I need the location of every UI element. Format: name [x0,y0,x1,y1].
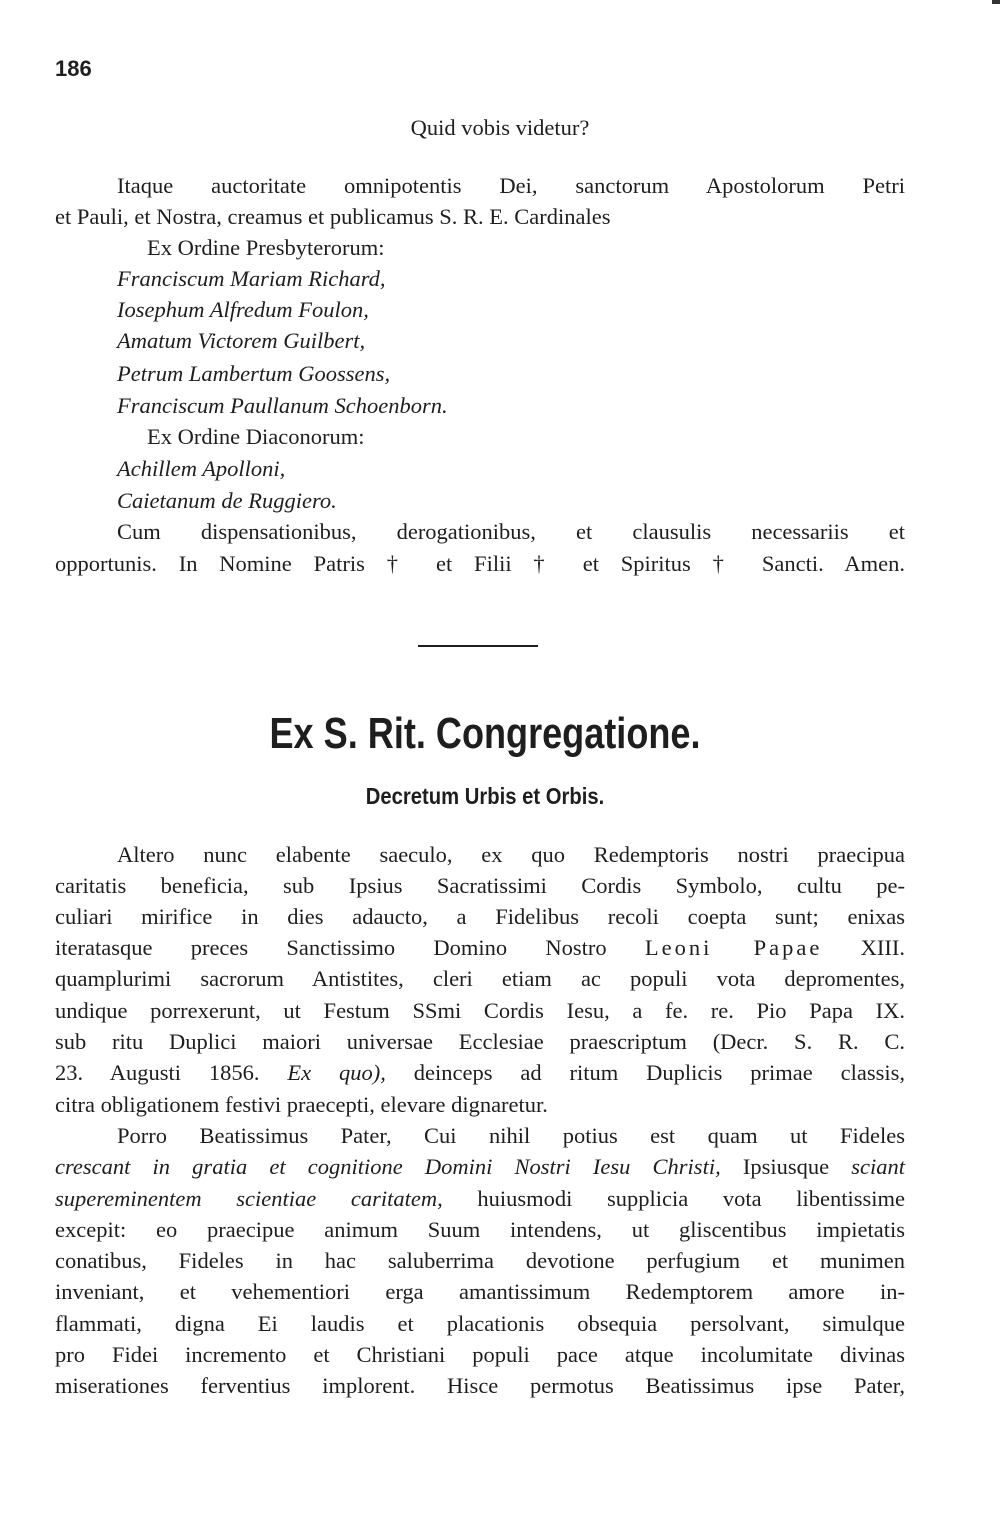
text-line: inveniant, et vehementiori erga amantissimum Redemptorem amore in- [55,1279,905,1304]
section-subheading: Decretum Urbis et Orbis. [365,783,605,809]
citation: Ex quo), [287,1060,386,1085]
text-line: Porro Beatissimus Pater, Cui nihil potius est quam ut Fideles [117,1123,905,1148]
question-line: Quid vobis videtur? [410,115,590,140]
text-line: caritatis beneficia, sub Ipsius Sacratissimi Cordis Symbolo, cultu pe- [55,873,905,898]
text-line: miserationes ferventius implorent. Hisce permotus Beatissimus ipse Pater, [55,1373,905,1398]
text-line: quamplurimi sacrorum Antistites, cleri etiam ac populi vota depromentes, [55,966,905,991]
text-run: 23. Augusti 1856. [55,1060,288,1085]
text-line: et Pauli, et Nostra, creamus et publicamus S. R. E. Cardinales [55,204,611,229]
text-line [55,1057,905,1088]
text-run: XIII. [822,935,905,960]
text-run: huiusmodi supplicia vota libentissime [442,1186,905,1211]
text-line: conatibus, Fideles in hac saluberrima devotione perfugium et munimen [55,1248,905,1273]
text-line [55,1151,905,1182]
text-line: citra obligationem festivi praecepti, elevare dignaretur. [55,1092,548,1117]
text-line: pro Fidei incremento et Christiani populi pace atque incolumitate divinas [55,1342,905,1367]
scan-edge-mark [992,0,1000,4]
page-number: 186 [55,56,92,81]
cardinal-name: Amatum Victorem Guilbert, [117,328,366,353]
text-line: Altero nunc elabente saeculo, ex quo Redemptoris nostri praecipua [117,842,905,867]
cardinal-name: Franciscum Paullanum Schoenborn. [117,393,448,418]
text-line: culiari mirifice in dies adaucto, a Fidelibus recoli coepta sunt; enixas [55,904,905,929]
cardinal-name: Iosephum Alfredum Foulon, [117,297,369,322]
cardinal-name: Achillem Apolloni, [117,456,286,481]
text-line: flammati, digna Ei laudis et placationis obsequia persolvant, simulque [55,1311,905,1336]
text-line [55,1183,905,1214]
text-line: sub ritu Duplici maiori universae Ecclesiae praescriptum (Decr. S. R. C. [55,1029,905,1054]
order-heading: Ex Ordine Diaconorum: [147,424,365,449]
text-line: Cum dispensationibus, derogationibus, et clausulis necessariis et [117,519,905,544]
text-line: undique porrexerunt, ut Festum SSmi Cordis Iesu, a fe. re. Pio Papa IX. [55,998,905,1023]
cardinal-name: Franciscum Mariam Richard, [117,266,386,291]
section-heading: Ex S. Rit. Congregatione. [269,709,701,758]
text-line: excepit: eo praecipue animum Suum intendens, ut gliscentibus impietatis [55,1217,905,1242]
pope-name: Leoni Papae [644,935,823,960]
order-heading: Ex Ordine Presbyterorum: [147,235,385,260]
text-line [55,932,905,963]
text-line: Itaque auctoritate omnipotentis Dei, sanctorum Apostolorum Petri [117,173,905,198]
text-line: opportunis. In Nomine Patris † et Filii † et Spiritus † Sancti. Amen. [55,551,905,576]
section-divider [418,645,538,647]
scripture-quote: sciant [851,1154,905,1179]
cardinal-name: Caietanum de Ruggiero. [117,488,337,513]
text-run: deinceps ad ritum Duplicis primae classis, [385,1060,905,1085]
scripture-quote: supereminentem scientiae caritatem, [55,1186,443,1211]
scripture-quote: crescant in gratia et cognitione Domini Nostri Iesu Christi, [55,1154,721,1179]
text-run: iteratasque preces Sanctissimo Domino Nostro [55,935,645,960]
text-run: Ipsiusque [720,1154,852,1179]
cardinal-name: Petrum Lambertum Goossens, [117,361,391,386]
